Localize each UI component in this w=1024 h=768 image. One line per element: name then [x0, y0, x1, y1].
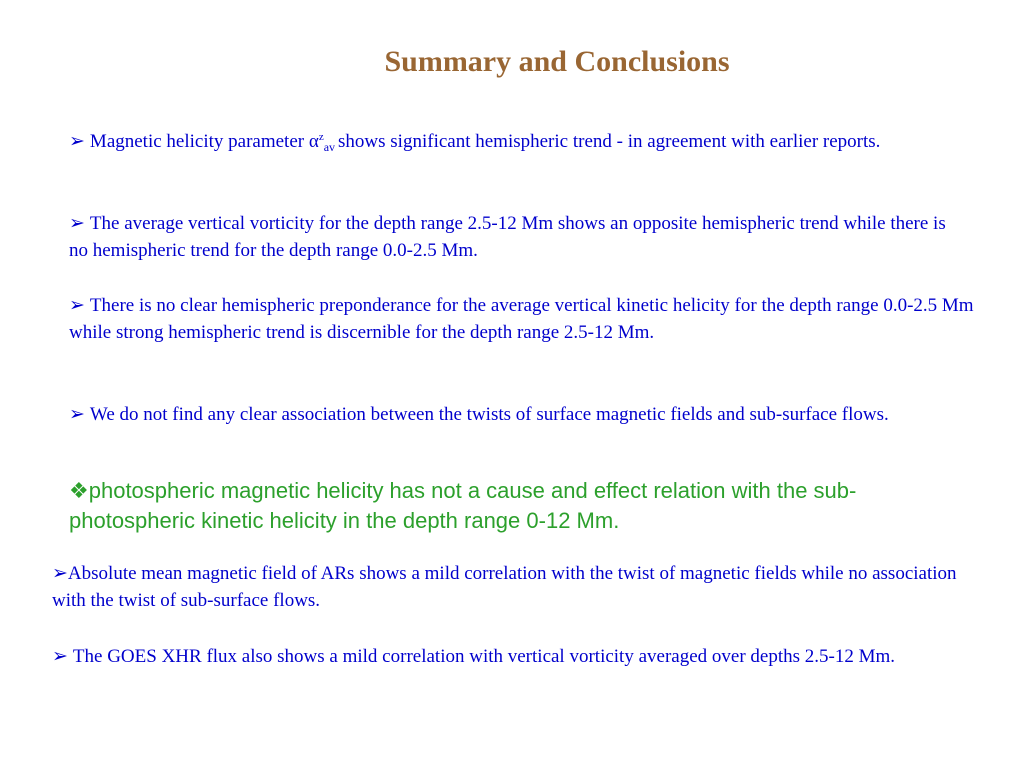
- conclusion-item-3: [69, 292, 989, 346]
- item-4-text: We do not find any clear association between the twists of surface magnetic fields and sub-surface flows.: [89, 404, 889, 425]
- arrow-bullet-icon: ➢: [52, 563, 68, 584]
- arrow-bullet-icon: ➢: [52, 646, 68, 667]
- conclusion-item-1: [69, 128, 989, 155]
- arrow-bullet-icon: ➢: [69, 131, 85, 152]
- item-1-text-end: shows significant hemispheric trend - in agreement with earlier reports.: [338, 131, 881, 152]
- item-1-superscript: z: [318, 131, 324, 143]
- conclusion-item-7: [52, 643, 992, 670]
- slide-title: Summary and Conclusions: [384, 45, 730, 78]
- arrow-bullet-icon: ➢: [69, 213, 85, 234]
- item-7-text: The GOES XHR flux also shows a mild correlation with vertical vorticity averaged over depths 2.5-12 Mm.: [72, 646, 896, 667]
- item-1-subscript: av: [323, 140, 336, 154]
- conclusion-item-4: [69, 401, 969, 428]
- conclusion-item-2: [69, 210, 969, 264]
- conclusion-item-6: [52, 560, 992, 614]
- item-6-text: Absolute mean magnetic field of ARs shows a mild correlation with the twist of magnetic fields while no association with the twist of sub-surface flows.: [52, 563, 957, 611]
- arrow-bullet-icon: ➢: [69, 404, 85, 425]
- highlight-text: photospheric magnetic helicity has not a cause and effect relation with the sub-photospheric kinetic helicity in the depth range 0-12 Mm.: [69, 478, 857, 533]
- highlight-conclusion: [69, 476, 969, 536]
- item-1-text-start: Magnetic helicity parameter α: [89, 131, 319, 152]
- arrow-bullet-icon: ➢: [69, 295, 85, 316]
- diamond-bullet-icon: ❖: [69, 478, 89, 503]
- item-3-text: There is no clear hemispheric preponderance for the average vertical kinetic helicity for the depth range 0.0-2.5 Mm while strong hemispheric trend is discernible for the depth range 2.5-12 Mm.: [69, 295, 974, 343]
- item-2-text: The average vertical vorticity for the depth range 2.5-12 Mm shows an opposite hemispheric trend while there is no hemispheric trend for the depth range 0.0-2.5 Mm.: [69, 213, 946, 261]
